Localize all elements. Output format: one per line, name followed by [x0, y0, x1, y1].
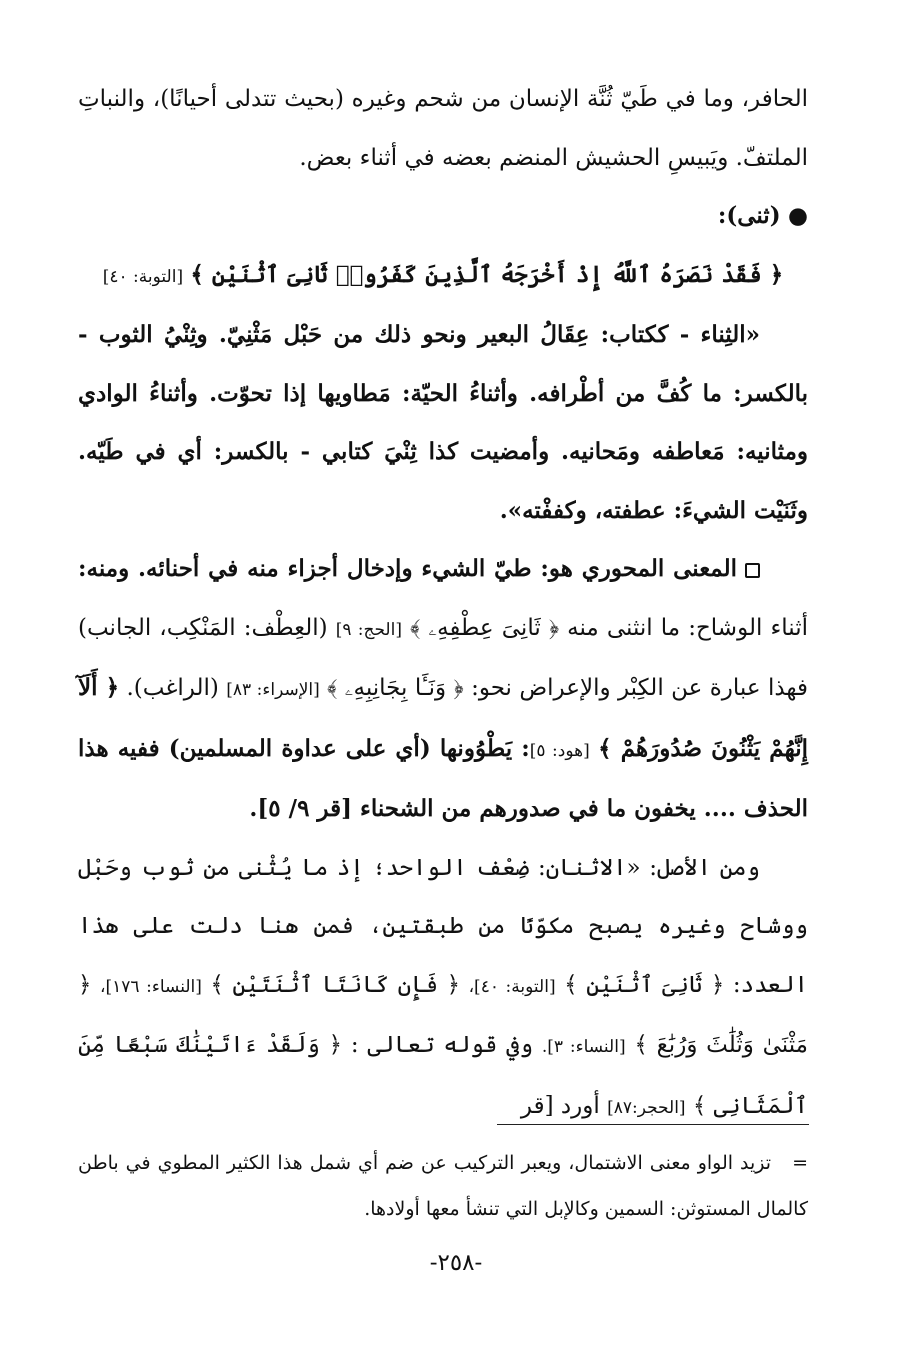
quran-verse: ﴿ أَلَآ إِنَّهُمْ يَثْنُونَ صُدُورَهُمْ ﴾: [78, 674, 808, 762]
paragraph-intro: الحافر، وما في طَيّ ثُنَّة الإنسان من شحم وغيره (بحيث تتدلى أحيانًا)، والنباتِ الملتفّ. ويَبيسِ الحشيش المنضم بعضه في أثناء بعض.: [78, 86, 808, 171]
dictionary-quote: «الثِناء - ككتاب: عِقَالُ البعير ونحو ذلك من حَبْل مَثْنِيّ. وثِنْيُ الثوب - بالكسر: ما كُفَّ من أطْرافه. وأثناءُ الحيّة: مَطاويها إذا تحوّت. وأثناءُ الوادي ومثانيه: مَعاطفه ومَحانيه. وأمضيت كذا ثِنْيَ كتابي - بالكسر: أي في طَيّه. وثَنَيْت الشيءَ: عطفته، وكففْته».: [78, 321, 808, 524]
quran-verse: ﴿ ثَانِىَ عِطْفِهِۦ ﴾: [410, 614, 560, 641]
verse-reference: [هود: ٥]: [529, 740, 590, 761]
quran-verse: ﴿ وَنَـَٔا بِجَانِبِهِۦ ﴾: [327, 675, 464, 701]
core-meaning-lead: المعنى المحوري هو: طيّ الشيء وإدخال أجزاء منه في أحنائه. ومنه:: [78, 555, 737, 582]
verse-reference: [الحجر:٨٧]: [607, 1097, 686, 1118]
verse-reference: [الحج: ٩]: [335, 619, 402, 640]
core-meaning-paragraph: المعنى المحوري هو: طيّ الشيء وإدخال أجزاء منه في أحنائه. ومنه: أثناء الوشاح: ما انثنى منه ﴿ ثَانِىَ عِطْفِهِۦ ﴾ [الحج: ٩] (العِطْف: المَنْكِب، الجانب) فهذا عبارة عن الكِبْر والإعراض نحو: ﴿ وَنَـَٔا بِجَانِبِهِۦ ﴾ [الإسراء: ٨٣] (الراغب). ﴿ أَلَآ إِنَّهُمْ يَثْنُونَ صُدُورَهُمْ ﴾ [هود: ٥]: يَطْوُونها (أي على عداوة المسلمين) ففيه هذا الحذف .... يخفون ما في صدورهم من الشحناء [قر ٩/ ٥].: [78, 555, 809, 822]
quran-verse: ﴿ مَثْنَىٰ وَثُلَٰثَ وَرُبَٰعَ ﴾: [78, 971, 808, 1058]
verse-reference: [التوبة: ٤٠]: [102, 266, 184, 287]
footnote: [78, 1140, 808, 1232]
quran-verse: ﴿ فَقَدْ نَصَرَهُ ٱللَّهُ إِذْ أَخْرَجَهُ ٱلَّذِينَ كَفَرُوا۟ ثَانِىَ ٱثْنَيْنِ ﴾: [190, 260, 784, 288]
verse-reference: [النساء: ١٧٦]،: [100, 976, 202, 997]
footnote-divider: [497, 1124, 809, 1125]
verse-reference: [الإسراء: ٨٣]: [226, 680, 320, 700]
origin-paragraph: ومن الأصل: «الاثنان: ضِعْف الواحد؛ إذ ما يُثْنى من ثوب وحَبْل ووشاح وغيره يصبح مكوّنًا من طبقتين، فمن هنا دلت على هذا العدد: ﴿ ثَانِىَ ٱثْنَيْنِ ﴾ [التوبة: ٤٠]، ﴿ فَإِن كَانَتَا ٱثْنَتَيْنِ ﴾ [النساء: ١٧٦]، ﴿ مَثْنَىٰ وَثُلَٰثَ وَرُبَٰعَ ﴾ [النساء: ٣]. وفي قوله تعالى : ﴿ وَلَقَدْ ءَاتَيْنَٰكَ سَبْعًا مِّنَ ٱلْمَثَانِى ﴾ [الحجر:٨٧] أورد [قر: [78, 854, 809, 1119]
bullet-icon: [781, 203, 808, 229]
quran-verse: ﴿ وَلَقَدْ ءَاتَيْنَٰكَ سَبْعًا مِّنَ ٱلْمَثَانِى ﴾: [78, 1032, 808, 1119]
quran-verse: ﴿ ثَانِىَ ٱثْنَيْنِ ﴾: [564, 971, 725, 998]
footnote-marker: =: [792, 1152, 809, 1174]
entry-heading: ● (ثنى):: [78, 187, 808, 246]
verse-reference: [النساء: ٣].: [541, 1037, 626, 1057]
verse-reference: [التوبة: ٤٠]،: [468, 976, 556, 997]
quran-verse-line: [78, 246, 808, 307]
footnote-text: تزيد الواو معنى الاشتمال، ويعبر التركيب عن ضم أي شمل هذا الكثير المطوي في باطن كالمال المستوثن: السمين وكالإبل التي تنشأ معها أولادها.: [78, 1152, 808, 1220]
page-number: -٢٥٨-: [429, 1250, 483, 1276]
square-box-icon: [745, 563, 760, 578]
quran-verse: ﴿ فَإِن كَانَتَا ٱثْنَتَيْنِ ﴾: [210, 971, 461, 998]
main-text: [78, 70, 808, 1137]
